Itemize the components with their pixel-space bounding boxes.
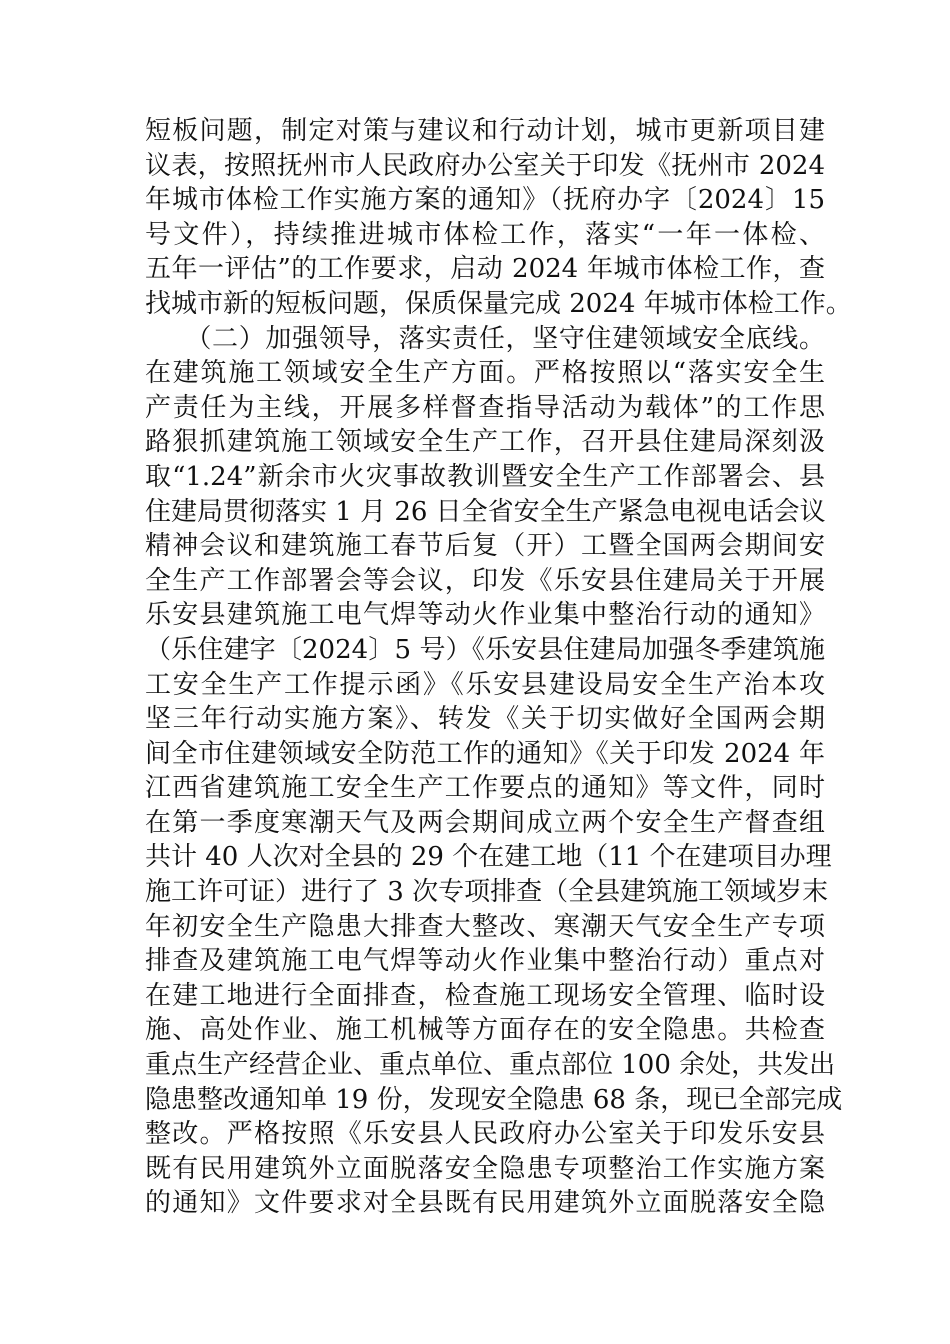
text-line: 五年一评估”的工作要求，启动 2024 年城市体检工作，查 [145, 254, 825, 285]
text-line: 议表，按照抚州市人民政府办公室关于印发《抚州市 2024 [145, 150, 825, 181]
text-line: 取“1.24”新余市火灾事故教训暨安全生产工作部署会、县 [145, 461, 825, 492]
text-line: 工安全生产工作提示函》《乐安县建设局安全生产治本攻 [145, 669, 825, 700]
section-heading-line: （二）加强领导，落实责任，坚守住建领域安全底线。 [145, 323, 825, 354]
text-line: 隐患整改通知单 19 份，发现安全隐患 68 条，现已全部完成 [145, 1084, 843, 1115]
text-line: 全生产工作部署会等会议，印发《乐安县住建局关于开展 [145, 565, 825, 596]
text-line: 路狠抓建筑施工领域安全生产工作，召开县住建局深刻汲 [145, 427, 825, 458]
text-line: 间全市住建领域安全防范工作的通知》《关于印发 2024 年 [145, 738, 825, 769]
text-line: 坚三年行动实施方案》、转发《关于切实做好全国两会期 [145, 704, 825, 735]
text-line: 年初安全生产隐患大排查大整改、寒潮天气安全生产专项 [145, 911, 825, 942]
text-line: 整改。严格按照《乐安县人民政府办公室关于印发乐安县 [145, 1119, 825, 1150]
body-text [145, 114, 852, 1221]
text-line: 在第一季度寒潮天气及两会期间成立两个安全生产督查组 [145, 807, 825, 838]
text-line: 既有民用建筑外立面脱落安全隐患专项整治工作实施方案 [145, 1153, 825, 1184]
text-line: 施、高处作业、施工机械等方面存在的安全隐患。共检查 [145, 1015, 825, 1046]
text-line: 重点生产经营企业、重点单位、重点部位 100 余处，共发出 [145, 1050, 836, 1081]
text-line: 在建筑施工领域安全生产方面。严格按照以“落实安全生 [145, 358, 825, 389]
text-line: 产责任为主线，开展多样督查指导活动为载体”的工作思 [145, 392, 825, 423]
text-line: 施工许可证）进行了 3 次专项排查（全县建筑施工领域岁末 [145, 877, 829, 908]
text-line: （乐住建字〔2024〕5 号）《乐安县住建局加强冬季建筑施 [145, 634, 825, 665]
text-line: 找城市新的短板问题，保质保量完成 2024 年城市体检工作。 [145, 288, 852, 319]
text-line: 住建局贯彻落实 1 月 26 日全省安全生产紧急电视电话会议 [145, 496, 826, 527]
text-line: 共计 40 人次对全县的 29 个在建工地（11 个在建项目办理 [145, 842, 832, 873]
text-line: 排查及建筑施工电气焊等动火作业集中整治行动）重点对 [145, 946, 825, 977]
text-line: 的通知》文件要求对全县既有民用建筑外立面脱落安全隐 [145, 1188, 825, 1219]
text-line: 精神会议和建筑施工春节后复（开）工暨全国两会期间安 [145, 531, 825, 562]
text-line: 号文件），持续推进城市体检工作，落实“一年一体检、 [145, 219, 825, 250]
text-line: 在建工地进行全面排查，检查施工现场安全管理、临时设 [145, 980, 825, 1011]
text-line: 年城市体检工作实施方案的通知》（抚府办字〔2024〕15 [145, 185, 825, 216]
text-line: 乐安县建筑施工电气焊等动火作业集中整治行动的通知》 [145, 600, 825, 631]
text-line: 短板问题，制定对策与建议和行动计划，城市更新项目建 [145, 116, 825, 146]
text-line: 江西省建筑施工安全生产工作要点的通知》等文件，同时 [145, 773, 825, 804]
